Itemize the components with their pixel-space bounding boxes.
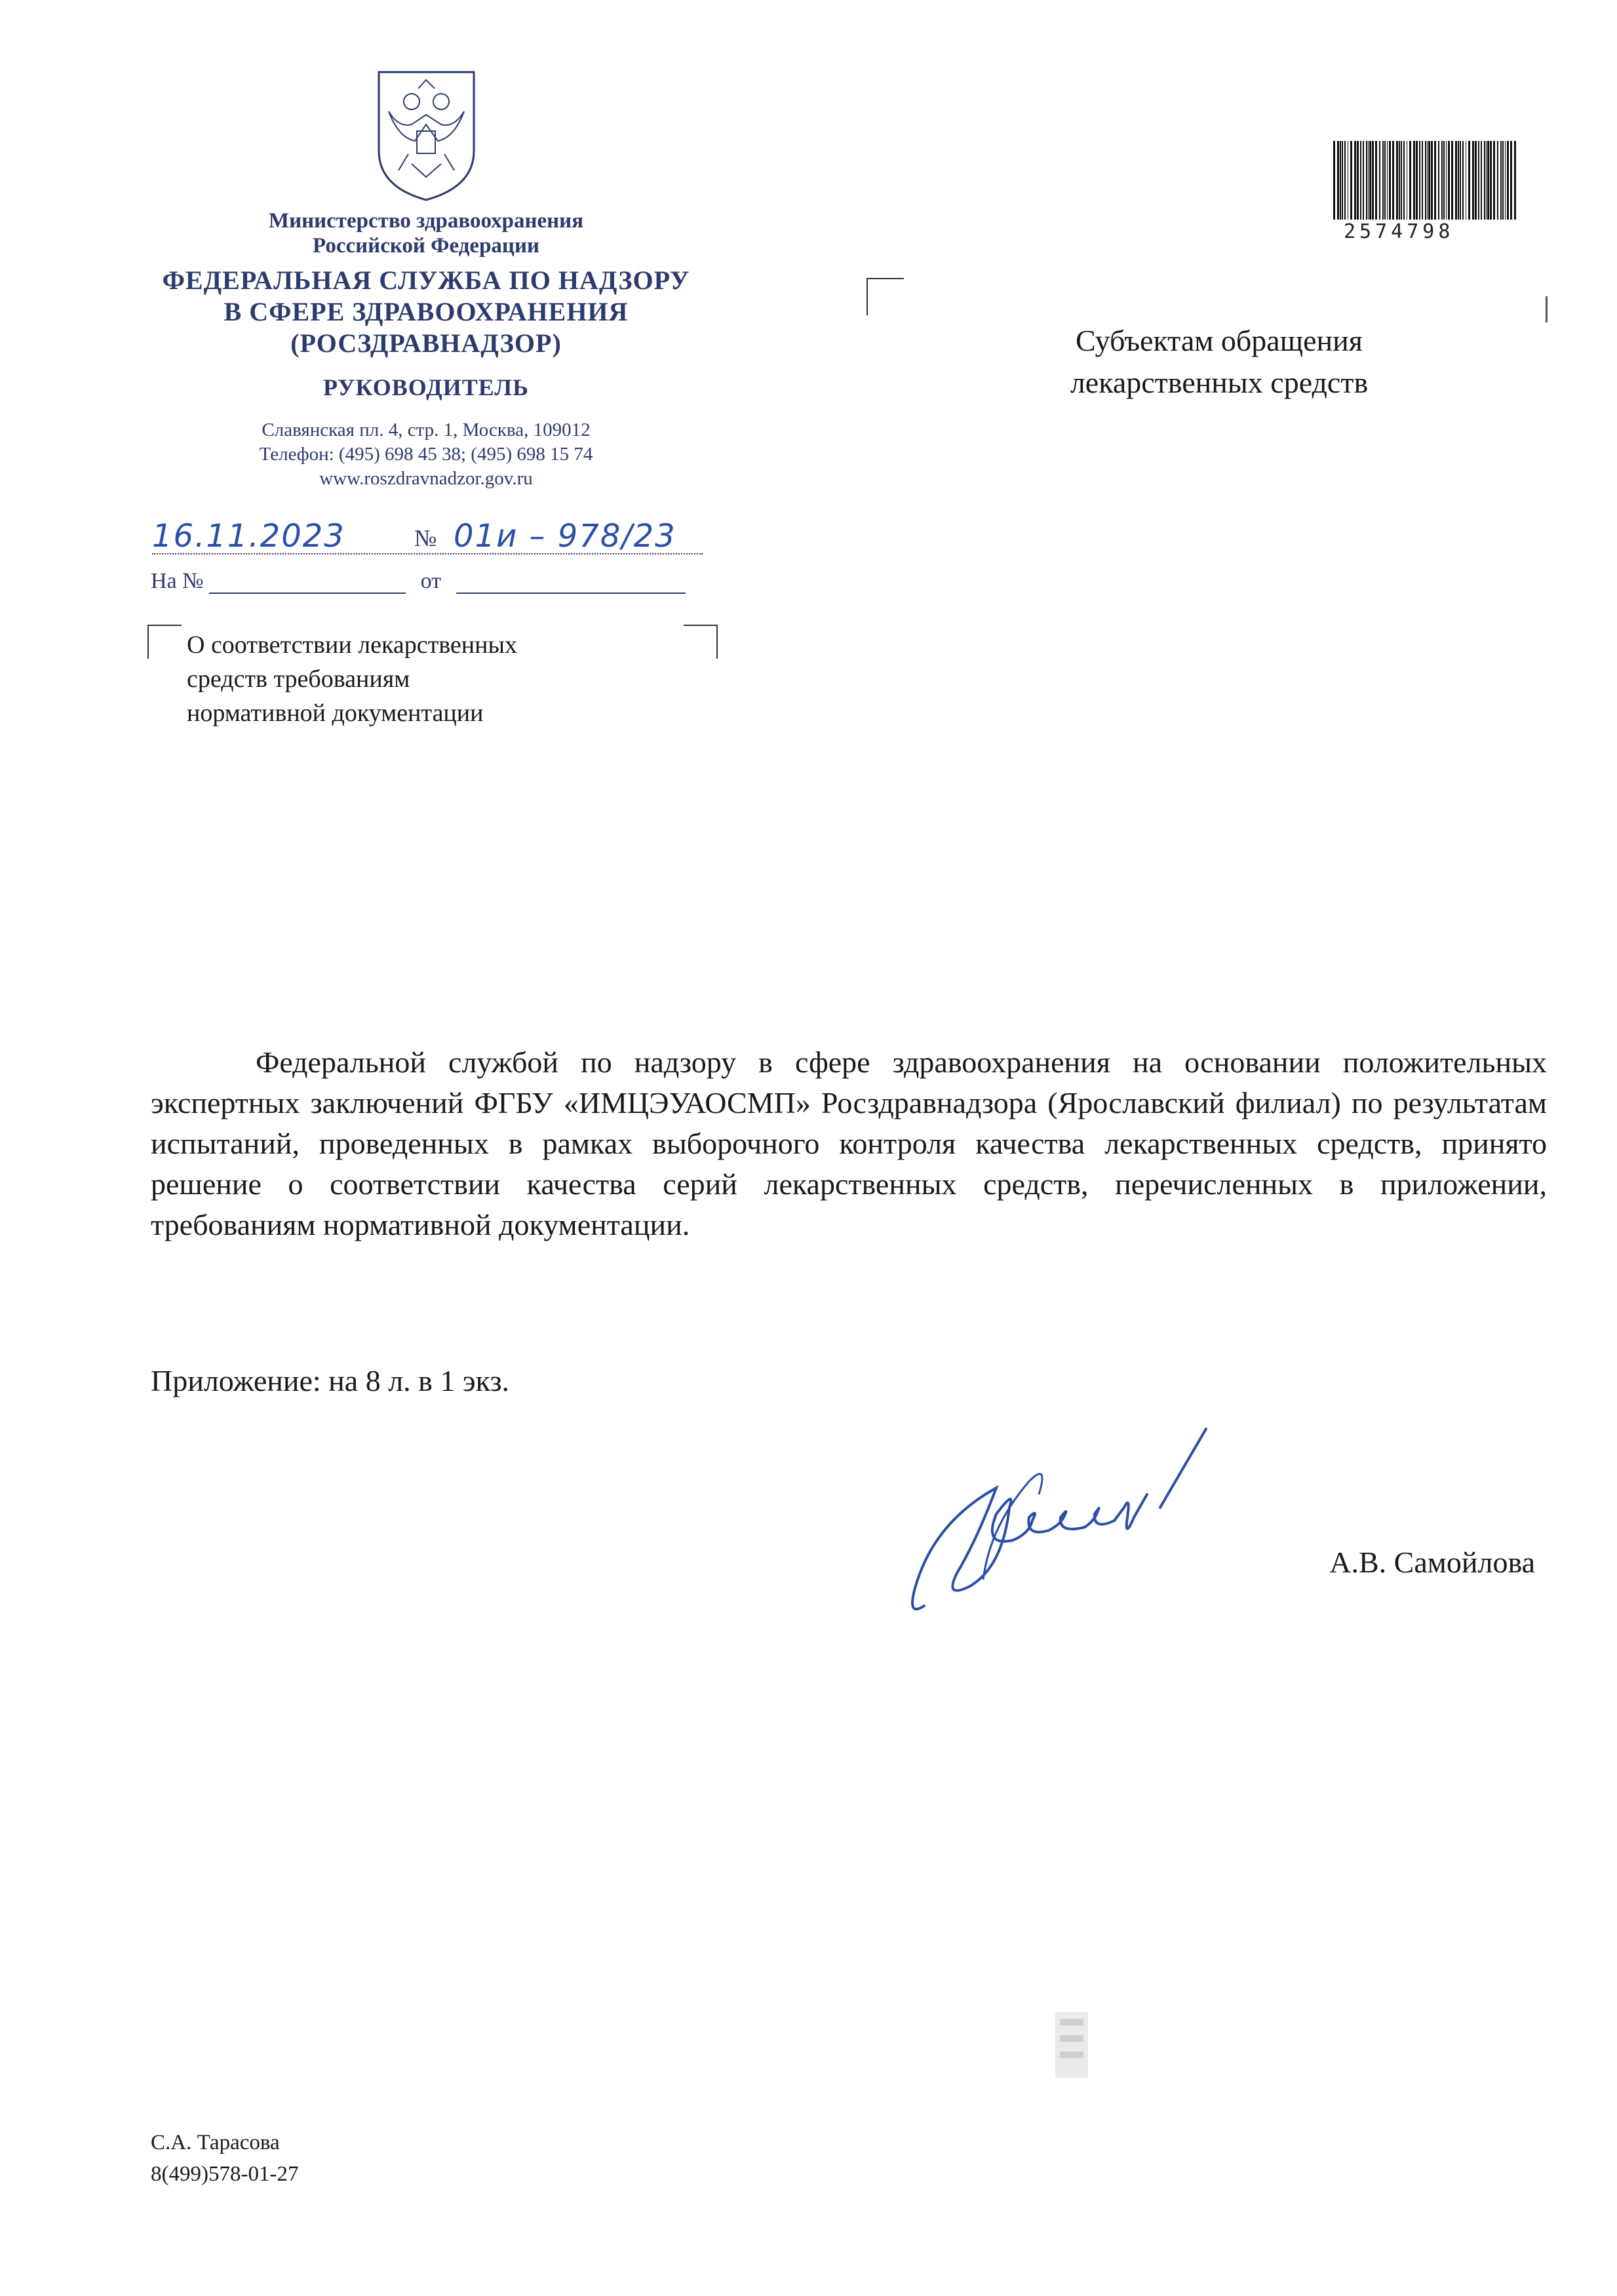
corner-mark (1546, 296, 1548, 322)
address: Славянская пл. 4, стр. 1, Москва, 109012 (262, 419, 591, 440)
barcode (1331, 141, 1521, 220)
subject-line: нормативной документации (187, 699, 484, 727)
barcode-bar (1500, 141, 1502, 220)
barcode-bar (1337, 141, 1339, 220)
executor-name: С.А. Тарасова (151, 2131, 280, 2154)
barcode-bar (1403, 141, 1405, 220)
sender-contacts (131, 418, 721, 491)
barcode-bar (1475, 141, 1477, 220)
barcode-bar (1502, 141, 1504, 220)
barcode-bar (1340, 141, 1341, 220)
reply-reference (151, 569, 686, 594)
barcode-bar (1514, 141, 1516, 220)
sender-role: РУКОВОДИТЕЛЬ (323, 374, 529, 400)
addressee-line: лекарственных средств (1070, 366, 1369, 399)
service-line: В СФЕРЕ ЗДРАВООХРАНЕНИЯ (224, 297, 629, 326)
barcode-bar (1372, 141, 1374, 220)
website: www.roszdravnadzor.gov.ru (319, 468, 533, 489)
barcode-bar (1425, 141, 1426, 220)
barcode-bar (1382, 141, 1384, 220)
barcode-bar (1366, 141, 1367, 220)
subject-line: О соответствии лекарственных (187, 631, 518, 659)
barcode-bar (1438, 141, 1439, 220)
corner-mark (867, 278, 904, 315)
phone: Телефон: (495) 698 45 38; (495) 698 15 74 (259, 444, 593, 465)
barcode-bar (1446, 141, 1447, 220)
stamp-mark (1052, 2009, 1091, 2081)
registration-underline (152, 553, 703, 555)
barcode-bar (1396, 141, 1398, 220)
subject-text (187, 628, 698, 730)
barcode-bar (1443, 141, 1445, 220)
barcode-bar (1451, 141, 1453, 220)
barcode-bar (1419, 141, 1420, 220)
barcode-bar (1369, 141, 1371, 220)
barcode-bar (1458, 141, 1459, 220)
barcode-bar (1507, 141, 1509, 220)
registration-line (152, 518, 722, 557)
barcode-bar (1360, 141, 1361, 220)
coat-of-arms-icon (372, 66, 480, 203)
barcode-bar (1350, 141, 1352, 220)
subject-line: средств требованиям (187, 665, 410, 693)
reply-to-label: На № (151, 569, 204, 593)
addressee-line: Субъектам обращения (1076, 324, 1363, 357)
service-name (131, 265, 721, 359)
barcode-bar (1422, 141, 1423, 220)
barcode-bar (1401, 141, 1402, 220)
barcode-bar (1333, 141, 1335, 220)
barcode-bar (1344, 141, 1346, 220)
barcode-bar (1478, 141, 1479, 220)
barcode-bar (1497, 141, 1498, 220)
barcode-bar (1409, 141, 1411, 220)
handwritten-signature (898, 1409, 1239, 1639)
barcode-bar (1460, 141, 1461, 220)
executor-block (151, 2127, 298, 2190)
registration-number-label: № (414, 525, 437, 551)
barcode-bar (1448, 141, 1450, 220)
barcode-bar (1375, 141, 1377, 220)
subject-block (147, 625, 718, 736)
signatory-name: А.В. Самойлова (1329, 1546, 1535, 1579)
barcode-bar (1472, 141, 1474, 220)
addressee (970, 320, 1468, 404)
barcode-bar (1455, 141, 1457, 220)
barcode-bar (1368, 141, 1369, 220)
barcode-bar (1342, 141, 1343, 220)
barcode-bar (1389, 141, 1391, 220)
barcode-bar (1468, 141, 1470, 220)
appendix-note: Приложение: на 8 л. в 1 экз. (151, 1364, 510, 1397)
barcode-bar (1427, 141, 1428, 220)
body-paragraph: Федеральной службой по надзору в сфере здравоохранения на основании положительных экспертных заключений ФГБУ «ИМЦЭУАОСМП» Росздравнадзора (Ярославский филиал) по результатам испытаний, проведенных в рамках выборочного контроля качества лекарственных средств, принято решение о соответствии качества серий лекарственных средств, перечисленных в приложении, требованиям нормативной документации. (151, 1045, 1547, 1241)
barcode-bar (1441, 141, 1443, 220)
barcode-bar (1487, 141, 1489, 220)
barcode-bar (1379, 141, 1380, 220)
corner-mark (147, 625, 182, 659)
barcode-bar (1510, 141, 1512, 220)
executor-phone: 8(499)578-01-27 (151, 2162, 299, 2186)
reply-date-blank (456, 573, 686, 594)
barcode-bar (1481, 141, 1482, 220)
barcode-bar (1484, 141, 1485, 220)
barcode-bar (1399, 141, 1400, 220)
service-line: ФЕДЕРАЛЬНАЯ СЛУЖБА ПО НАДЗОРУ (162, 265, 690, 295)
from-label: от (420, 569, 442, 593)
reply-number-blank (209, 573, 406, 594)
barcode-bar (1434, 141, 1436, 220)
ministry-name (131, 208, 721, 258)
ministry-line: Министерство здравоохранения (268, 209, 584, 233)
registration-date: 16.11.2023 (152, 518, 345, 555)
barcode-bar (1493, 141, 1495, 220)
barcode-bar (1431, 141, 1433, 220)
barcode-bar (1486, 141, 1487, 220)
ministry-line: Российской Федерации (313, 234, 539, 258)
service-line: (РОСЗДРАВНАДЗОР) (290, 328, 562, 358)
barcode-bar (1363, 141, 1364, 220)
barcode-bar (1392, 141, 1394, 220)
barcode-bar (1490, 141, 1492, 220)
barcode-number: 2574798 (1344, 220, 1454, 243)
registration-number: 01и – 978/23 (454, 518, 676, 555)
barcode-bar (1354, 141, 1356, 220)
barcode-bar (1428, 141, 1430, 220)
barcode-bar (1416, 141, 1418, 220)
barcode-bar (1505, 141, 1506, 220)
barcode-bar (1462, 141, 1464, 220)
barcode-bar (1413, 141, 1415, 220)
barcode-bar (1384, 141, 1386, 220)
barcode-bar (1357, 141, 1359, 220)
letterhead (131, 66, 721, 491)
barcode-bar (1387, 141, 1388, 220)
